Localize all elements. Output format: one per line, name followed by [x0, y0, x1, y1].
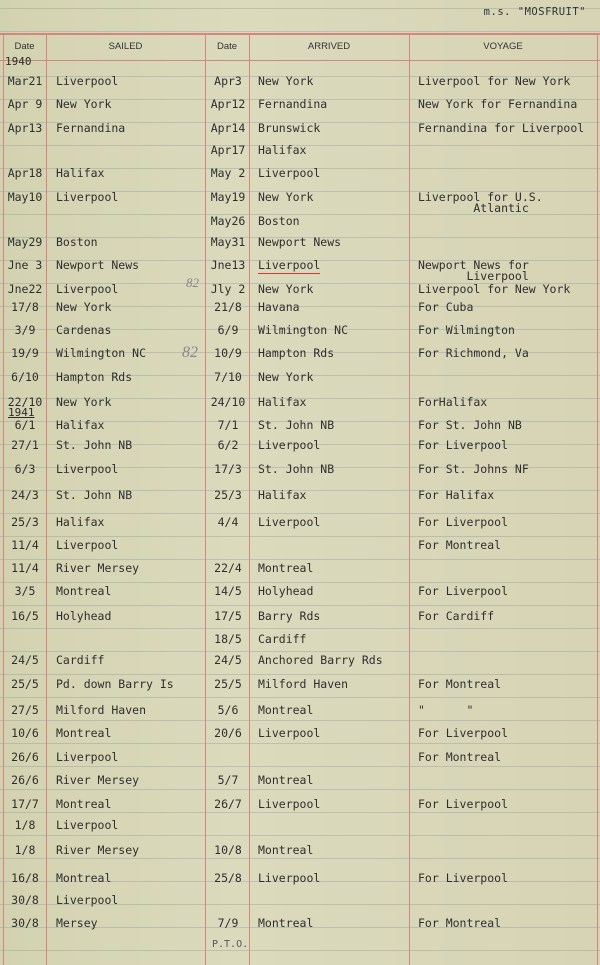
header-arrived: ARRIVED [307, 41, 351, 52]
sailed-port: Wilmington NC [56, 346, 147, 360]
pto-note: P.T.O. [212, 939, 249, 950]
arrived-date: Jly 2 [210, 282, 246, 296]
arrived-port: Liverpool [258, 258, 321, 272]
sailed-port: Liverpool [56, 750, 119, 764]
sailed-date: 30/8 [11, 916, 39, 930]
arrived-port: St. John NB [258, 418, 335, 432]
sailed-date: Mar21 [7, 74, 43, 88]
sailed-port: Liverpool [56, 190, 119, 204]
sailed-port: St. John NB [56, 488, 133, 502]
arrived-port: Newport News [258, 235, 342, 249]
voyage-text: For Richmond, Va [418, 346, 529, 360]
sailed-date: 6/10 [11, 370, 39, 384]
arrived-port: Montreal [258, 843, 314, 857]
sailed-date: 26/6 [11, 750, 39, 764]
header-date-arrived: Date [216, 41, 238, 52]
column-rule [409, 33, 410, 965]
arrived-date: Apr14 [210, 121, 246, 135]
sailed-date: 17/8 [11, 300, 39, 314]
sailed-date: Apr 9 [7, 97, 43, 111]
arrived-port: St. John NB [258, 462, 335, 476]
arrived-date: May19 [210, 190, 246, 204]
arrived-date: 18/5 [214, 632, 242, 646]
arrived-date: 5/6 [217, 703, 239, 717]
sailed-port: Halifax [56, 515, 105, 529]
voyage-text: For Liverpool [418, 515, 509, 529]
arrived-date: 7/1 [217, 418, 239, 432]
sailed-port: Newport News [56, 258, 140, 272]
arrived-date: May26 [210, 214, 246, 228]
ship-name: m.s. "MOSFRUIT" [483, 6, 586, 18]
top-rule [0, 33, 600, 35]
year-label: 1940 [5, 55, 32, 68]
sailed-date: 1/8 [14, 818, 36, 832]
arrived-date: 17/3 [214, 462, 242, 476]
voyage-text: For Montreal [418, 538, 502, 552]
header-date-sailed: Date [14, 41, 35, 52]
arrived-port: Fernandina [258, 97, 328, 111]
sailed-port: Montreal [56, 797, 112, 811]
sailed-date: Jne22 [7, 282, 43, 296]
voyage-text: For Montreal [418, 677, 502, 691]
sailed-date: 24/3 [11, 488, 39, 502]
voyage-text: For Liverpool [418, 871, 509, 885]
sailed-date: 26/6 [11, 773, 39, 787]
sailed-port: Liverpool [56, 462, 119, 476]
voyage-text: Liverpool for New York [418, 74, 571, 88]
sailed-date: 10/6 [11, 726, 39, 740]
arrived-port: Montreal [258, 703, 314, 717]
column-rule [46, 33, 47, 965]
voyage-text: ForHalifax [418, 395, 488, 409]
sailed-port: Liverpool [56, 282, 119, 296]
voyage-text: Liverpool for New York [418, 282, 571, 296]
arrived-date: May 2 [210, 166, 246, 180]
arrived-date: 17/5 [214, 609, 242, 623]
arrived-date: 10/9 [214, 346, 242, 360]
sailed-port: Holyhead [56, 609, 112, 623]
sailed-port: Montreal [56, 584, 112, 598]
sailed-port: New York [56, 97, 112, 111]
arrived-port: Liverpool [258, 726, 321, 740]
sailed-date: May10 [7, 190, 43, 204]
sailed-port: Liverpool [56, 74, 119, 88]
sailed-date: 6/3 [14, 462, 36, 476]
voyage-text: Newport News for Liverpool [418, 258, 529, 283]
sailed-port: New York [56, 300, 112, 314]
voyage-text: For Liverpool [418, 584, 509, 598]
arrived-port: Liverpool [258, 871, 321, 885]
sailed-port: Montreal [56, 871, 112, 885]
arrived-port: Havana [258, 300, 300, 314]
arrived-date: 25/3 [214, 488, 242, 502]
voyage-text: " " [418, 703, 474, 717]
sailed-port: River Mersey [56, 843, 140, 857]
arrived-date: 24/10 [210, 395, 246, 409]
arrived-date: 7/10 [214, 370, 242, 384]
voyage-text: For St. Johns NF [418, 462, 529, 476]
sailed-date: 11/4 [11, 538, 39, 552]
arrived-port: Halifax [258, 143, 307, 157]
arrived-date: 5/7 [217, 773, 239, 787]
arrived-port: Halifax [258, 395, 307, 409]
sailed-date: 24/5 [11, 653, 39, 667]
column-rule [597, 33, 598, 965]
sailed-date: 3/9 [14, 323, 36, 337]
voyage-text: For Liverpool [418, 438, 509, 452]
voyage-text: For Cardiff [418, 609, 495, 623]
sailed-port: Cardenas [56, 323, 112, 337]
sailed-port: Boston [56, 235, 98, 249]
arrived-port: Hampton Rds [258, 346, 335, 360]
arrived-port: New York [258, 282, 314, 296]
sailed-date: 19/9 [11, 346, 39, 360]
header-voyage: VOYAGE [483, 41, 523, 52]
arrived-port: Barry Rds [258, 609, 321, 623]
sailed-port: Liverpool [56, 893, 119, 907]
voyage-text: New York for Fernandina [418, 97, 578, 111]
sailed-port: Liverpool [56, 818, 119, 832]
sailed-port: St. John NB [56, 438, 133, 452]
sailed-port: Pd. down Barry Is [56, 677, 174, 691]
arrived-port: Brunswick [258, 121, 321, 135]
voyage-text: Fernandina for Liverpool [418, 121, 585, 135]
arrived-port: Holyhead [258, 584, 314, 598]
arrived-port: New York [258, 74, 314, 88]
sailed-date: 22/10 [7, 395, 43, 409]
arrived-date: Apr12 [210, 97, 246, 111]
sailed-date: 1/8 [14, 843, 36, 857]
header-sailed: SAILED [108, 41, 143, 52]
voyage-text: For Liverpool [418, 726, 509, 740]
sailed-date: 3/5 [14, 584, 36, 598]
arrived-port: Liverpool [258, 438, 321, 452]
sailed-date: 27/5 [11, 703, 39, 717]
sailed-date: 30/8 [11, 893, 39, 907]
sailed-port: Halifax [56, 418, 105, 432]
arrived-date: 20/6 [214, 726, 242, 740]
sailed-port: River Mersey [56, 773, 140, 787]
arrived-date: Apr3 [214, 74, 242, 88]
sailed-port: Milford Haven [56, 703, 147, 717]
voyage-text: For Cuba [418, 300, 474, 314]
arrived-port: Liverpool [258, 515, 321, 529]
sailed-date: May29 [7, 235, 43, 249]
arrived-port: Anchored Barry Rds [258, 653, 383, 667]
arrived-date: May31 [210, 235, 246, 249]
arrived-port: Boston [258, 214, 300, 228]
sailed-port: Liverpool [56, 538, 119, 552]
sailed-port: Cardiff [56, 653, 105, 667]
arrived-date: 24/5 [214, 653, 242, 667]
sailed-port: Halifax [56, 166, 105, 180]
sailed-port: Montreal [56, 726, 112, 740]
voyage-text: For Montreal [418, 750, 502, 764]
arrived-date: Apr17 [210, 143, 246, 157]
arrived-date: 10/8 [214, 843, 242, 857]
arrived-date: 26/7 [214, 797, 242, 811]
arrived-date: 6/9 [217, 323, 239, 337]
voyage-text: For St. John NB [418, 418, 522, 432]
voyage-text: For Montreal [418, 916, 502, 930]
sailed-date: 11/4 [11, 561, 39, 575]
arrived-port: Montreal [258, 561, 314, 575]
sailed-date: Apr13 [7, 121, 43, 135]
year-label: 1941 [8, 406, 35, 419]
sailed-date: 27/1 [11, 438, 39, 452]
arrived-date: 21/8 [214, 300, 242, 314]
arrived-port: Halifax [258, 488, 307, 502]
arrived-date: 22/4 [214, 561, 242, 575]
sailed-port: River Mersey [56, 561, 140, 575]
column-rule [205, 33, 206, 965]
arrived-date: 4/4 [217, 515, 239, 529]
voyage-text: For Liverpool [418, 797, 509, 811]
arrived-date: 25/8 [214, 871, 242, 885]
column-rule [249, 33, 250, 965]
arrived-port: Montreal [258, 916, 314, 930]
arrived-date: Jne13 [210, 258, 246, 272]
sailed-date: 6/1 [14, 418, 36, 432]
arrived-date: 25/5 [214, 677, 242, 691]
header-rule [0, 60, 600, 61]
arrived-date: 7/9 [217, 916, 239, 930]
sailed-date: Apr18 [7, 166, 43, 180]
pencil-mark: 82 [186, 275, 199, 290]
sailed-port: Mersey [56, 916, 98, 930]
arrived-date: 14/5 [214, 584, 242, 598]
arrived-port: Liverpool [258, 797, 321, 811]
sailed-date: 16/5 [11, 609, 39, 623]
voyage-text: For Wilmington [418, 323, 515, 337]
arrived-port: Milford Haven [258, 677, 349, 691]
arrived-date: 6/2 [217, 438, 239, 452]
voyage-text: For Halifax [418, 488, 495, 502]
sailed-date: 17/7 [11, 797, 39, 811]
arrived-port: New York [258, 190, 314, 204]
arrived-port: New York [258, 370, 314, 384]
sailed-port: Hampton Rds [56, 370, 133, 384]
sailed-date: Jne 3 [7, 258, 43, 272]
pencil-mark: 82 [182, 344, 198, 361]
arrived-port: Liverpool [258, 166, 321, 180]
arrived-port: Montreal [258, 773, 314, 787]
voyage-text: Liverpool for U.S. Atlantic [418, 190, 543, 215]
sailed-date: 25/5 [11, 677, 39, 691]
sailed-port: New York [56, 395, 112, 409]
sailed-date: 16/8 [11, 871, 39, 885]
arrived-port: Cardiff [258, 632, 307, 646]
arrived-port: Wilmington NC [258, 323, 349, 337]
sailed-date: 25/3 [11, 515, 39, 529]
sailed-port: Fernandina [56, 121, 126, 135]
